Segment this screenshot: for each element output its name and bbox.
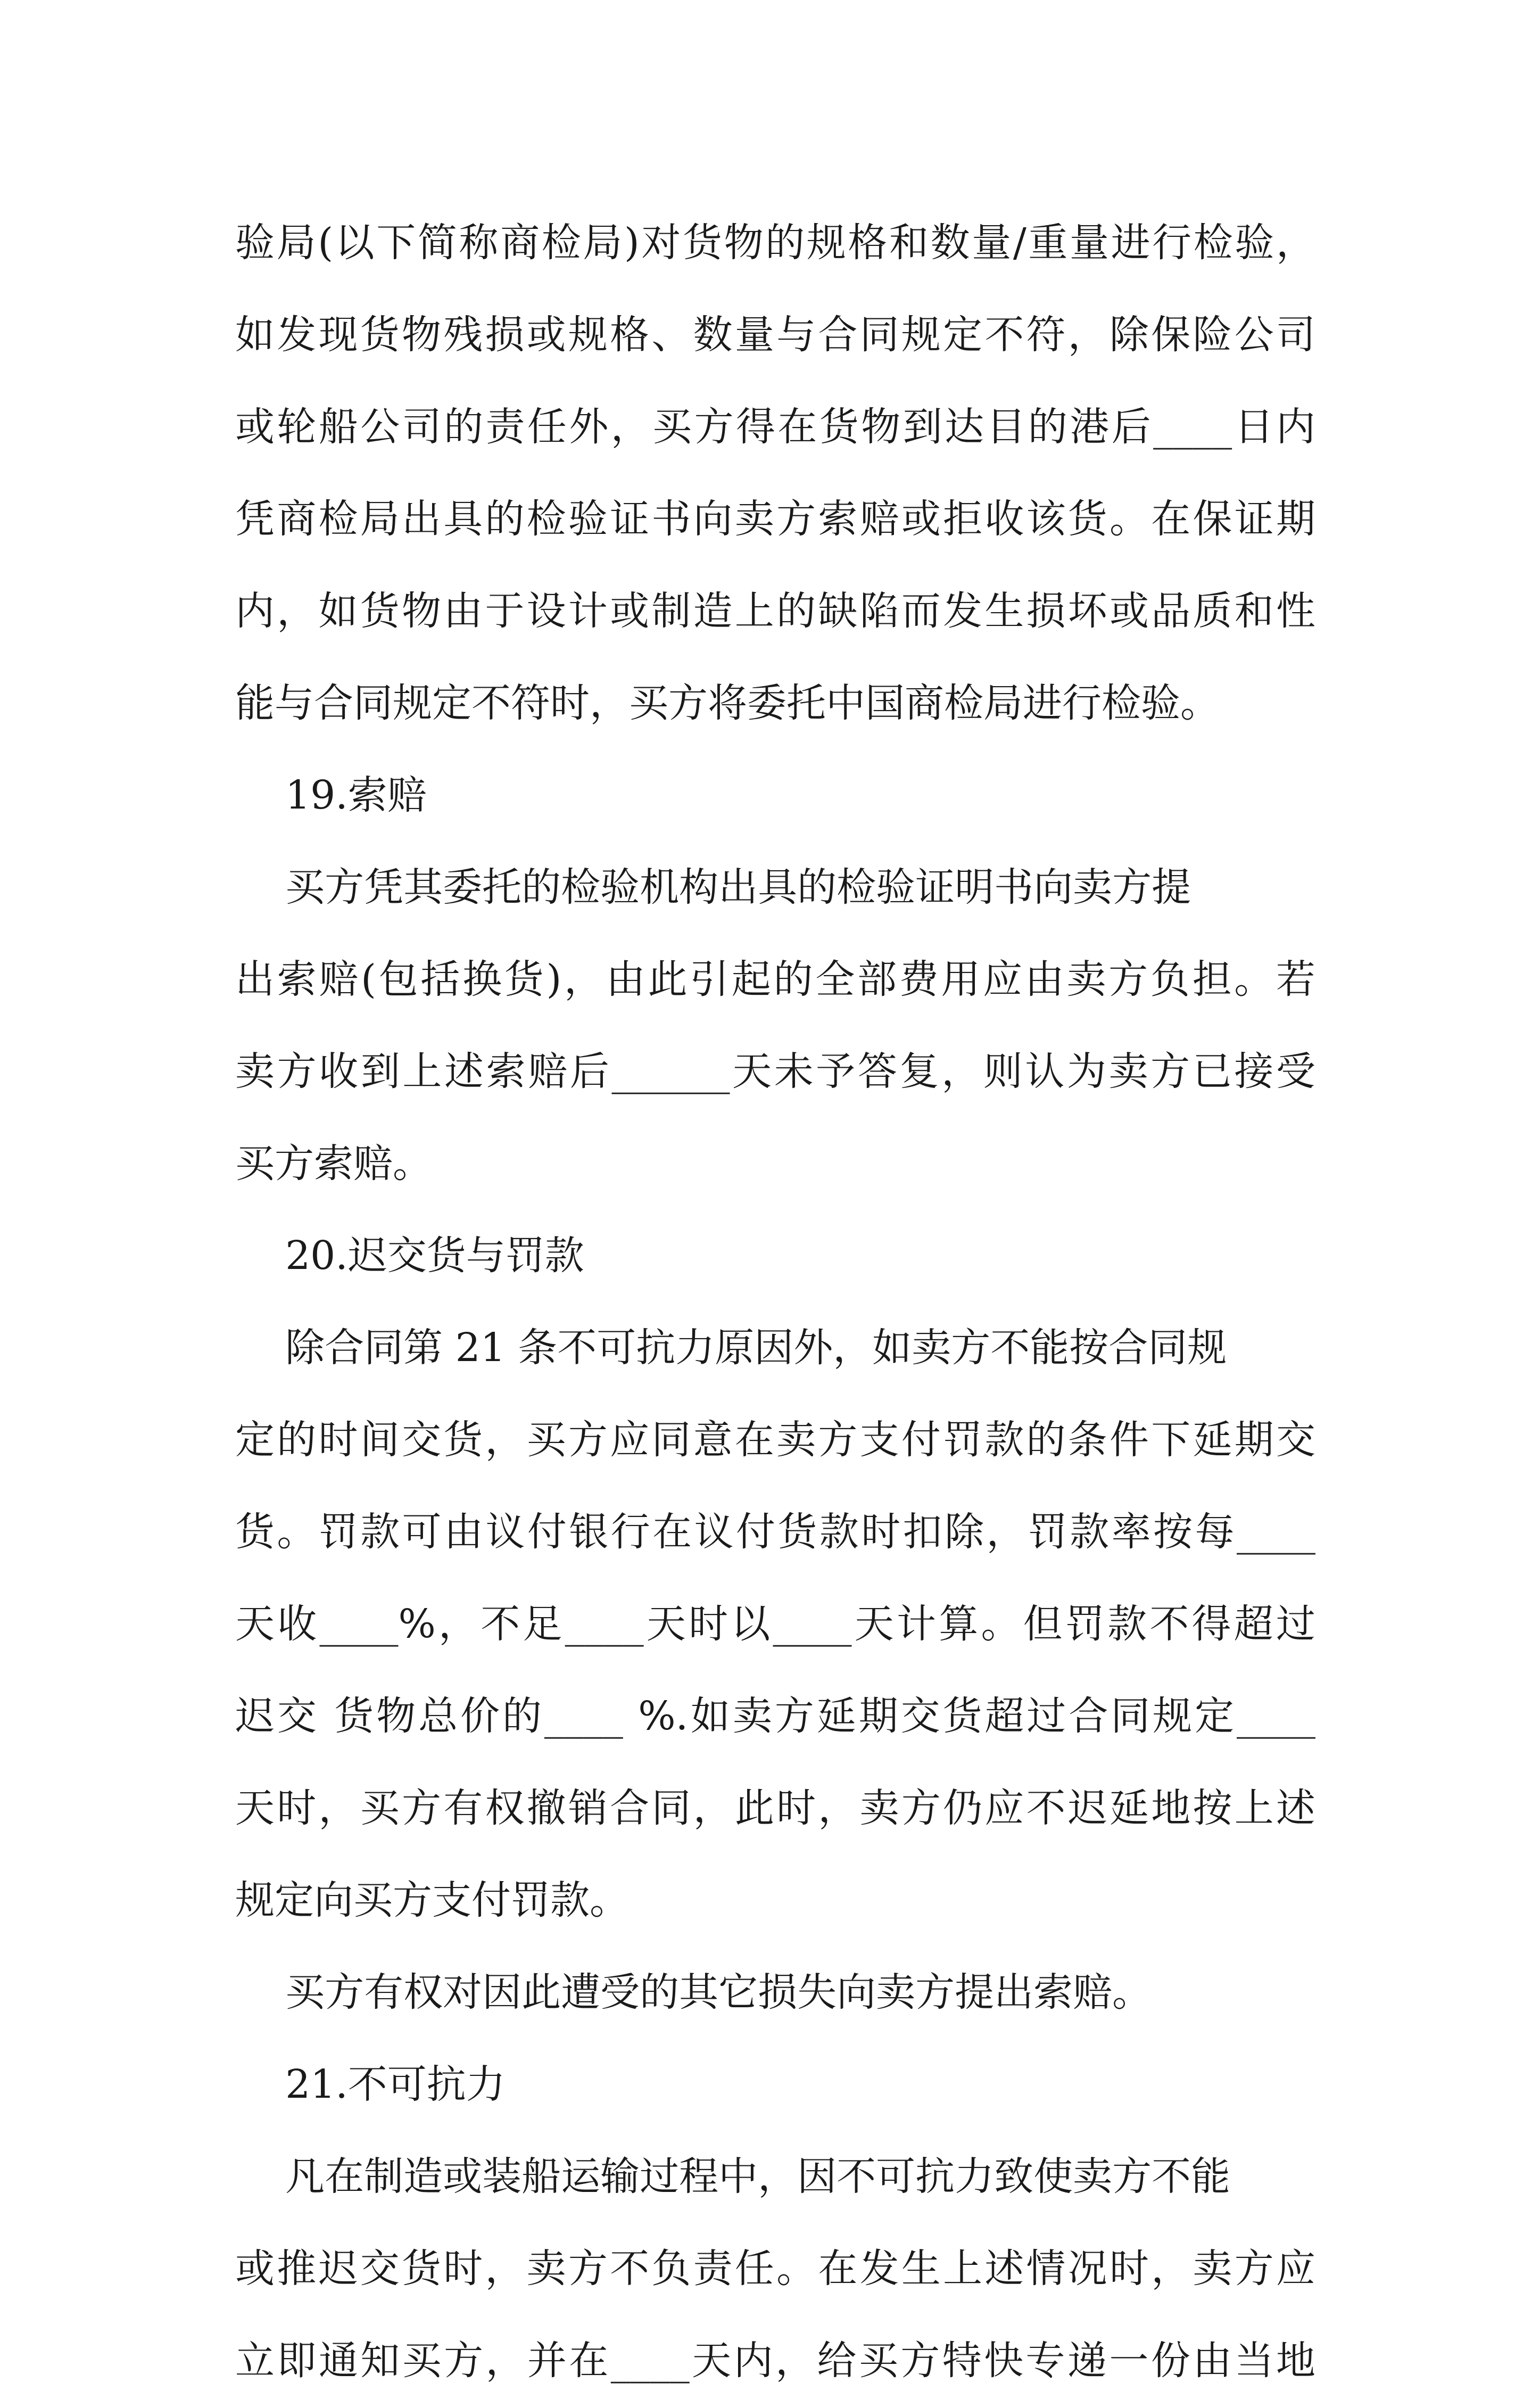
text-line: 货。罚款可由议付银行在议付货款时扣除，罚款率按每____ [235, 1509, 1315, 1555]
text-line: 定的时间交货，买方应同意在卖方支付罚款的条件下延期交 [235, 1417, 1315, 1463]
text-line: 凡在制造或装船运输过程中，因不可抗力致使卖方不能 [235, 2154, 1231, 2199]
text-line: 如发现货物残损或规格、数量与合同规定不符，除保险公司 [235, 312, 1315, 358]
contract-text [235, 197, 1315, 2407]
text-line: 立即通知买方，并在____天内，给买方特快专递一份由当地 [235, 2338, 1315, 2384]
section-heading-20: 20.迟交货与罚款 [235, 1233, 584, 1279]
text-line: 迟交 货物总价的____ %.如卖方延期交货超过合同规定____ [235, 1693, 1315, 1739]
text-line: 卖方收到上述索赔后______天未予答复，则认为卖方已接受 [235, 1049, 1315, 1094]
text-line: 或轮船公司的责任外，买方得在货物到达目的港后____日内 [235, 404, 1315, 450]
text-line: 内，如货物由于设计或制造上的缺陷而发生损坏或品质和性 [235, 588, 1315, 634]
text-line: 规定向买方支付罚款。 [235, 1877, 629, 1923]
text-line: 能与合同规定不符时，买方将委托中国商检局进行检验。 [235, 680, 1220, 726]
text-line: 凭商检局出具的检验证书向卖方索赔或拒收该货。在保证期 [235, 496, 1315, 542]
text-line: 买方凭其委托的检验机构出具的检验证明书向卖方提 [235, 864, 1191, 910]
text-line: 除合同第 21 条不可抗力原因外，如卖方不能按合同规 [235, 1325, 1227, 1371]
text-line: 买方有权对因此遭受的其它损失向卖方提出索赔。 [235, 1969, 1152, 2015]
section-heading-19: 19.索赔 [235, 772, 427, 818]
text-line: 出索赔(包括换货)，由此引起的全部费用应由卖方负担。若 [235, 957, 1315, 1002]
text-line: 天时，买方有权撤销合同，此时，卖方仍应不迟延地按上述 [235, 1785, 1315, 1831]
text-line: 买方索赔。 [235, 1141, 432, 1186]
text-line: 或推迟交货时，卖方不负责任。在发生上述情况时，卖方应 [235, 2246, 1315, 2291]
text-line: 验局(以下简称商检局)对货物的规格和数量/重量进行检验， [235, 220, 1315, 266]
text-line: 天收____%，不足____天时以____天计算。但罚款不得超过 [235, 1601, 1315, 1647]
section-heading-21: 21.不可抗力 [235, 2062, 506, 2107]
